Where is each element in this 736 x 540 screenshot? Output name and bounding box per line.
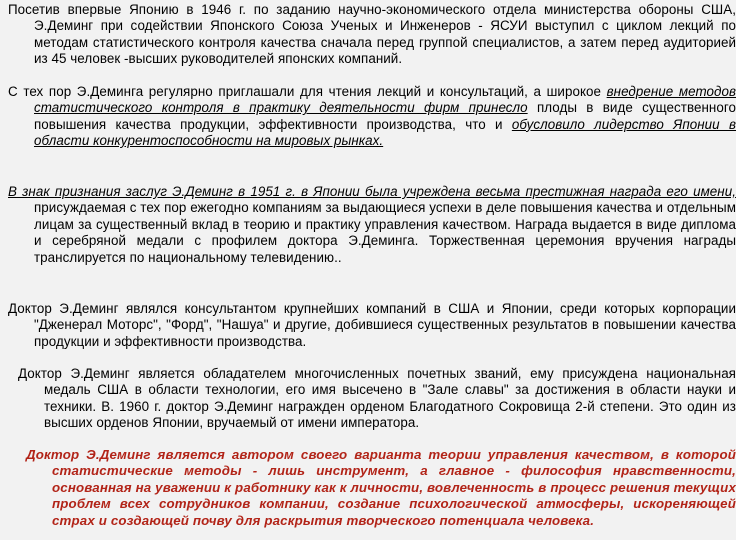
- paragraph-first-visit: Посетив впервые Японию в 1946 г. по заданию научно-экономического отдела министерства обороны США, Э.Деминг при содействии Японского Союза Ученых и Инженеров - ЯСУИ выступил с циклом лекций по методам статистического контроля качества сначала перед группой специалистов, а затем перед аудиторией из 45 человек -высших руководителей японских компаний.: [8, 2, 736, 67]
- paragraph-honors: Доктор Э.Деминг является обладателем многочисленных почетных званий, ему присуждена национальная медаль США в области технологии, его имя высечено в "Зале славы" за достижения в области науки и техники. В. 1960 г. доктор Э.Деминг награжден орденом Благодатного Сокровища 2-й степени. Это один из высших орденов Японии, вручаемый от имени императора.: [18, 366, 736, 431]
- paragraph-lectures: [8, 84, 736, 150]
- paragraph-prize-text: присуждаемая с тех пор ежегодно компаниям за выдающиеся успехи в деле повышения качества и отдельным лицам за существенный вклад в теорию и практику управления качеством. Награда выдается в виде диплома и серебряной медали с профилем доктора Э.Деминга. Торжественная церемония вручения награды транслируется по национальному телевидению..: [34, 200, 736, 265]
- paragraph-lectures-emphasis-leadership: обусловило лидерство Японии в области конкурентоспособности на мировых рынках.: [34, 116, 736, 149]
- paragraph-lectures-text-c: плоды в виде существенного повышения качества продукции, эффективности производства, что и: [34, 100, 736, 132]
- paragraph-theory-highlight: Доктор Э.Деминг является автором своего варианта теории управления качеством, в которой статистические методы - лишь инструмент, а главное - философия нравственности, основанная на уважении к работнику как к личности, вовлеченность в процесс решения текущих проблем всех сотрудников компании, создание психологической атмосферы, искореняющей страх и создающей почву для раскрытия творческого потенциала человека.: [26, 447, 736, 528]
- paragraph-lectures-emphasis-methods: внедрение методов статистического контроля в практику деятельности фирм принесло: [34, 84, 736, 116]
- paragraph-lectures-text-a: С тех пор Э.Деминга регулярно приглашали для чтения лекций и консультаций, а широкое: [8, 84, 607, 99]
- paragraph-consultant: Доктор Э.Деминг являлся консультантом крупнейших компаний в США и Японии, среди которых корпорации "Дженерал Моторс", "Форд", "Нашуа" и другие, добившиеся существенных результатов в повышении качества продукции и эффективности производства.: [8, 301, 736, 349]
- paragraph-prize-emphasis: В знак признания заслуг Э.Деминг в 1951 г. в Японии была учреждена весьма престижная награда его имени,: [8, 184, 736, 199]
- paragraph-deming-prize: [8, 184, 736, 266]
